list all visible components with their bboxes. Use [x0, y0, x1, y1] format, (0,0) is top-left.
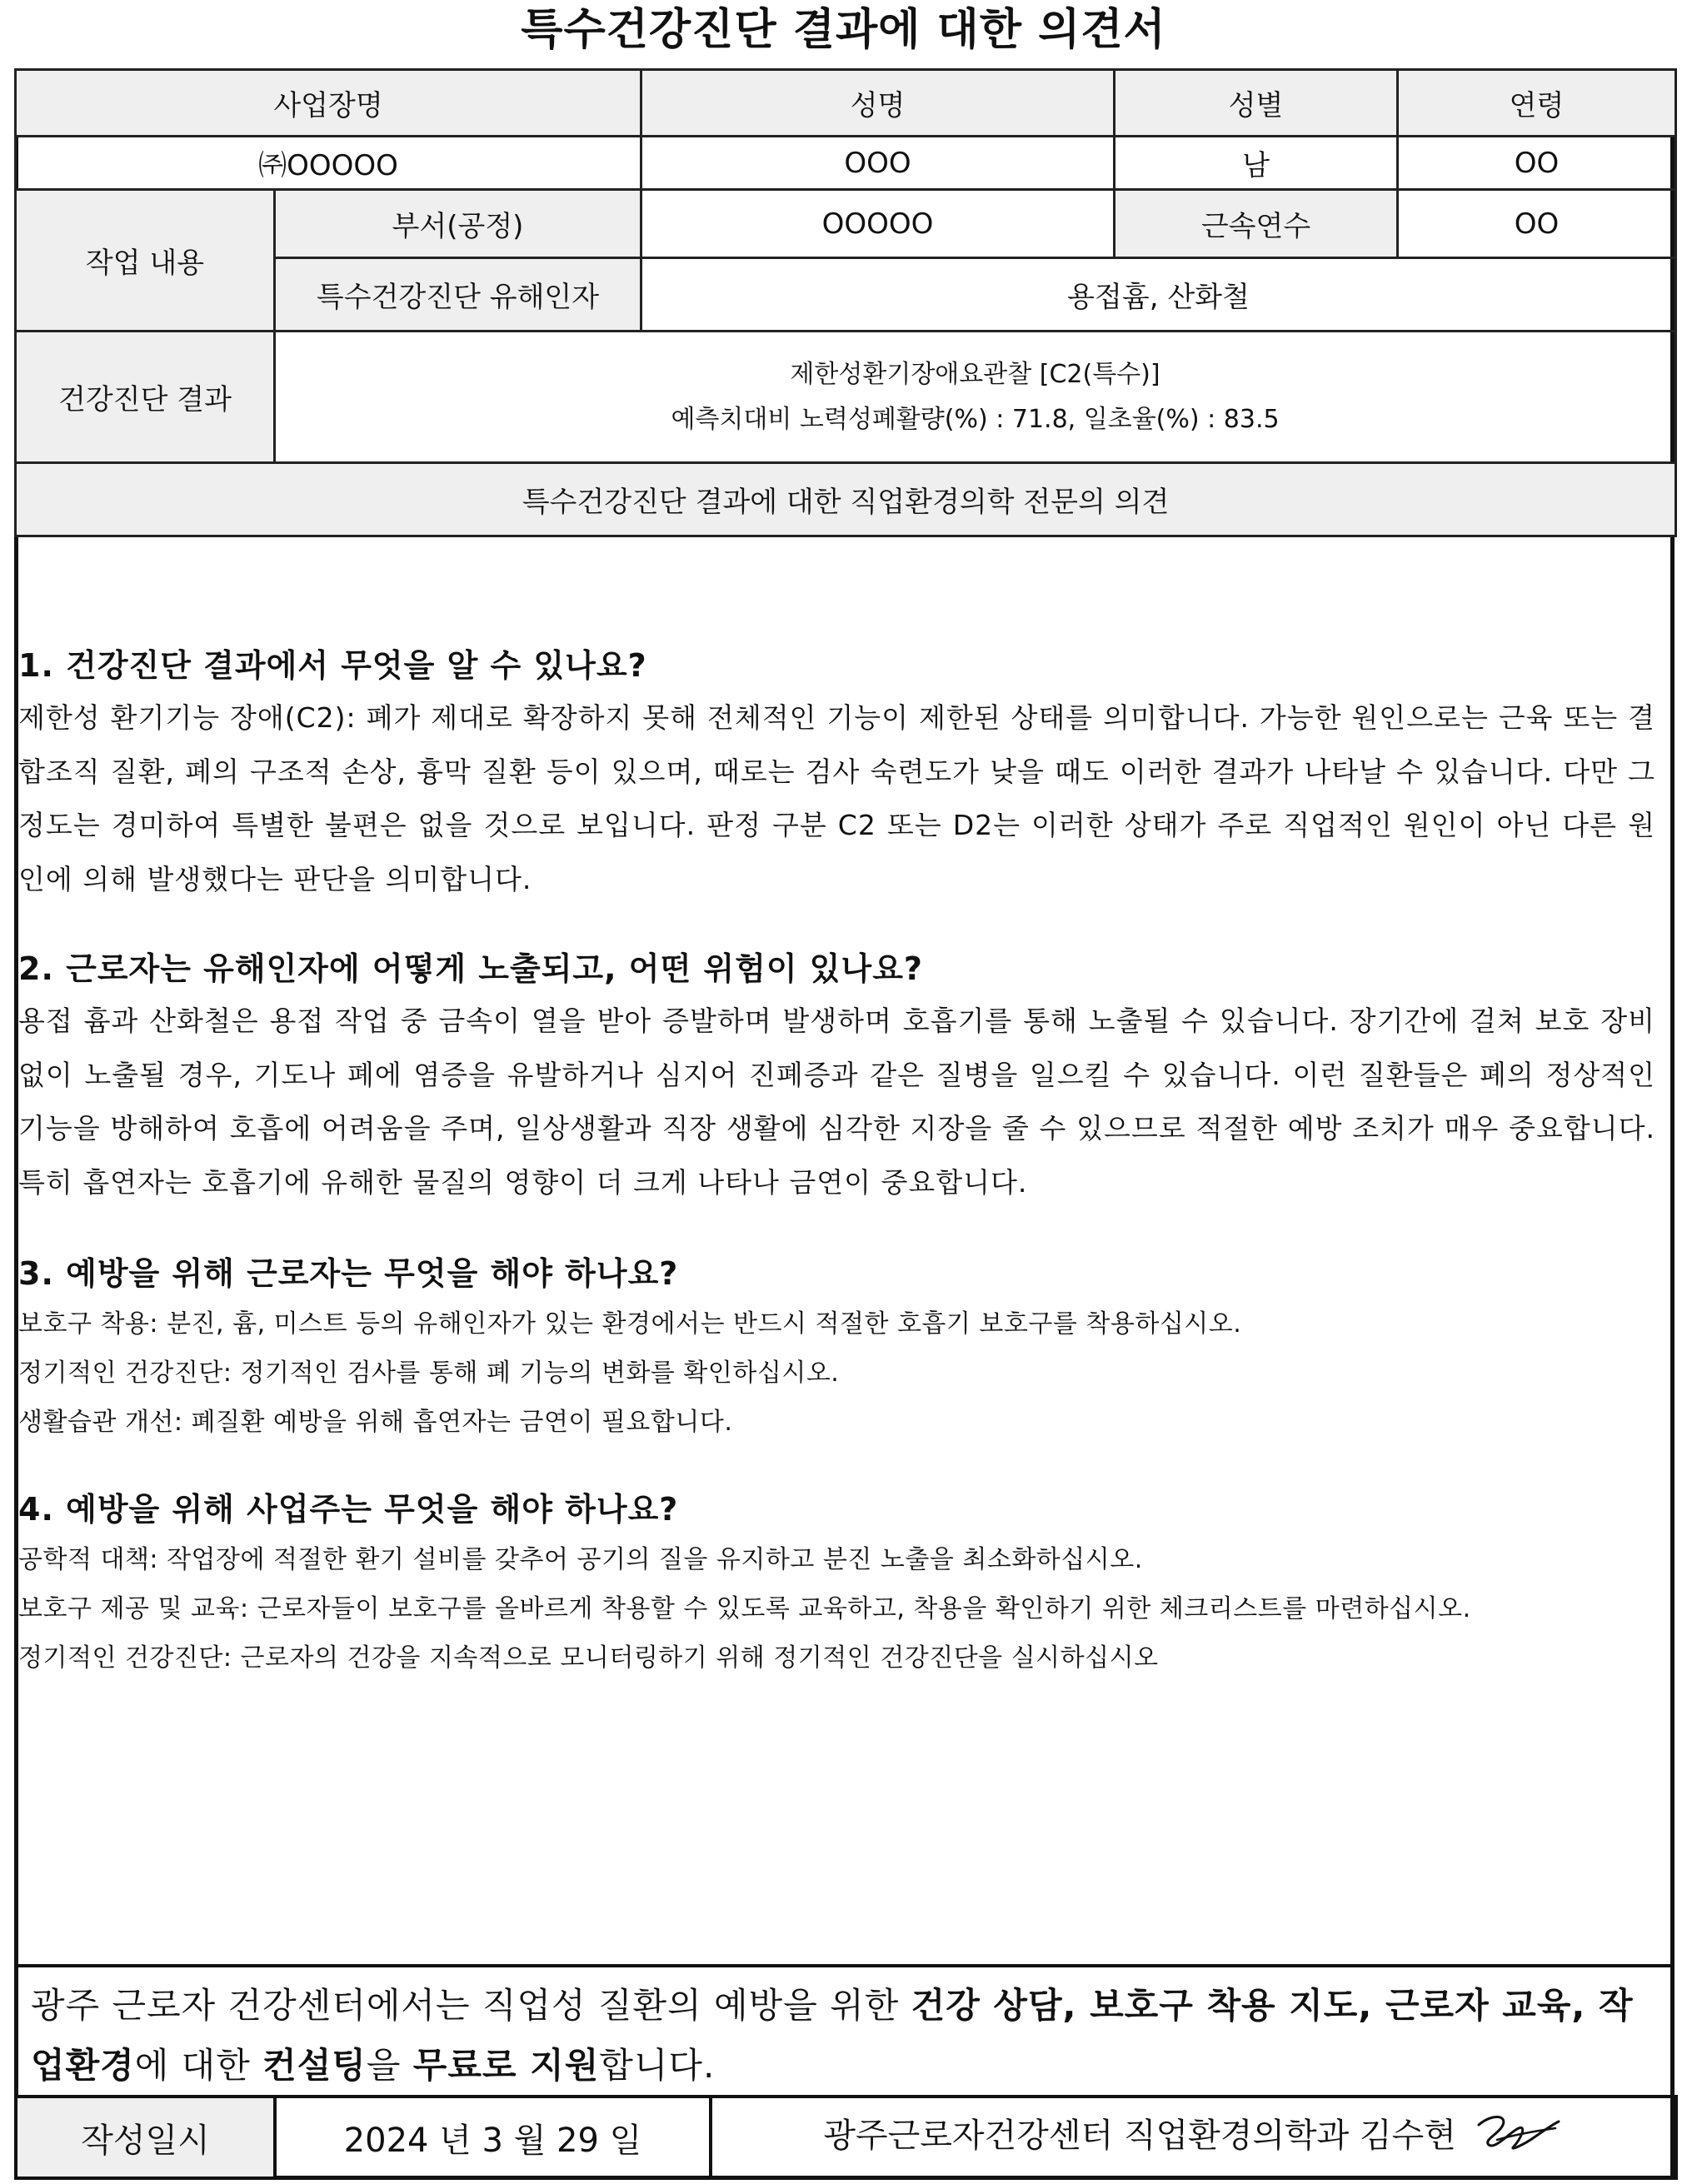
section-3-item: 정기적인 건강진단: 정기적인 검사를 통해 폐 기능의 변화를 확인하십시오.	[18, 1359, 840, 1388]
sex-value: 남	[1115, 137, 1398, 190]
written-date-label: 작성일시	[16, 2097, 275, 2178]
center-support-notice	[14, 1964, 1675, 2095]
author-name: 광주근로자건강센터 직업환경의학과 김수현	[823, 2117, 1456, 2155]
years-value: OO	[1398, 190, 1676, 258]
name-value: OOO	[641, 137, 1115, 190]
notice-bold-free: 무료로 지원	[412, 2045, 600, 2086]
signature-mark-icon	[1472, 2107, 1564, 2168]
department-value: OOOOO	[641, 190, 1115, 258]
result-value	[275, 332, 1676, 463]
document-title: 특수건강진단 결과에 대한 의견서	[521, 5, 1166, 55]
section-4-item: 공학적 대책: 작업장에 적절한 환기 설비를 갖추어 공기의 질을 유지하고 분진 노출을 최소화하십시오.	[18, 1545, 1143, 1574]
notice-bold-services: 건강 상담, 보호구 착용 지도, 근로자 교육, 작업환경	[31, 1985, 1634, 2086]
hazard-value: 용접흄, 산화철	[641, 258, 1676, 332]
name-label: 성명	[641, 70, 1115, 137]
notice-text-3: 을	[366, 2045, 413, 2086]
section-3-item: 보호구 착용: 분진, 흄, 미스트 등의 유해인자가 있는 환경에서는 반드시 적절한 호흡기 보호구를 착용하십시오.	[18, 1309, 1242, 1339]
author-cell	[711, 2097, 1676, 2178]
sex-label: 성별	[1115, 70, 1398, 137]
age-value: OO	[1398, 137, 1676, 190]
result-measurements: 예측치대비 노력성폐활량(%) : 71.8, 일초율(%) : 83.5	[671, 404, 1280, 434]
section-4-item: 보호구 제공 및 교육: 근로자들이 보호구를 올바르게 착용할 수 있도록 교육하고, 착용을 확인하기 위한 체크리스트를 마련하십시오.	[18, 1594, 1471, 1623]
opinion-header: 특수건강진단 결과에 대한 직업환경의학 전문의 의견	[16, 463, 1676, 536]
notice-text-4: 합니다.	[599, 2045, 716, 2086]
section-1-heading: 1. 건강진단 결과에서 무엇을 알 수 있나요?	[18, 647, 647, 684]
written-date-value: 2024 년 3 월 29 일	[275, 2097, 711, 2178]
section-2-paragraph: 용접 흄과 산화철은 용접 작업 중 금속이 열을 받아 증발하며 발생하며 호흡기를 통해 노출될 수 있습니다. 장기간에 걸쳐 보호 장비 없이 노출될 경우, 기도나 폐에 염증을 유발하거나 심지어 진폐증과 같은 질병을 일으킬 수 있습니다. 이런 질환들은 폐의 정상적인 기능을 방해하여 호흡에 어려움을 주며, 일상생활과 직장 생활에 심각한 지장을 줄 수 있으므로 적절한 예방 조치가 매우 중요합니다. 특히 흡연자는 호흡기에 유해한 물질의 영향이 더 크게 나타나 금연이 중요합니다.	[18, 1005, 1655, 1199]
section-4-item: 정기적인 건강진단: 근로자의 건강을 지속적으로 모니터링하기 위해 정기적인 건강진단을 실시하십시오	[18, 1643, 1159, 1673]
notice-bold-consulting: 컨설팅	[262, 2045, 367, 2086]
company-label: 사업장명	[16, 70, 641, 137]
hazard-label: 특수건강진단 유해인자	[275, 258, 641, 332]
age-label: 연령	[1398, 70, 1676, 137]
section-4-heading: 4. 예방을 위해 사업주는 무엇을 해야 하나요?	[18, 1491, 679, 1528]
section-3-item: 생활습관 개선: 폐질환 예방을 위해 흡연자는 금연이 필요합니다.	[18, 1408, 733, 1437]
section-1-paragraph: 제한성 환기기능 장애(C2): 폐가 제대로 확장하지 못해 전체적인 기능이 제한된 상태를 의미합니다. 가능한 원인으로는 근육 또는 결합조직 질환, 폐의 구조적 손상, 흉막 질환 등이 있으며, 때로는 검사 숙련도가 낮을 때도 이러한 결과가 나타날 수 있습니다. 다만 그 정도는 경미하여 특별한 불편은 없을 것으로 보입니다. 판정 구분 C2 또는 D2는 이러한 상태가 주로 직업적인 원인이 아닌 다른 원인에 의해 발생했다는 판단을 의미합니다.	[18, 701, 1655, 895]
department-label: 부서(공정)	[275, 190, 641, 258]
info-table	[14, 68, 1677, 537]
section-3-heading: 3. 예방을 위해 근로자는 무엇을 해야 하나요?	[18, 1255, 679, 1292]
years-label: 근속연수	[1115, 190, 1398, 258]
signature-table	[14, 2095, 1678, 2180]
result-judgement: 제한성환기장애요관찰 [C2(특수)]	[790, 359, 1160, 389]
result-label: 건강진단 결과	[16, 332, 275, 463]
opinion-body	[18, 535, 1670, 1961]
notice-text-1: 광주 근로자 건강센터에서는 직업성 질환의 예방을 위한	[31, 1985, 911, 2026]
company-value: ㈜OOOOO	[16, 137, 641, 190]
notice-text-2: 에 대한	[134, 2045, 263, 2086]
work-content-label: 작업 내용	[16, 190, 275, 332]
section-2-heading: 2. 근로자는 유해인자에 어떻게 노출되고, 어떤 위험이 있나요?	[18, 950, 923, 987]
